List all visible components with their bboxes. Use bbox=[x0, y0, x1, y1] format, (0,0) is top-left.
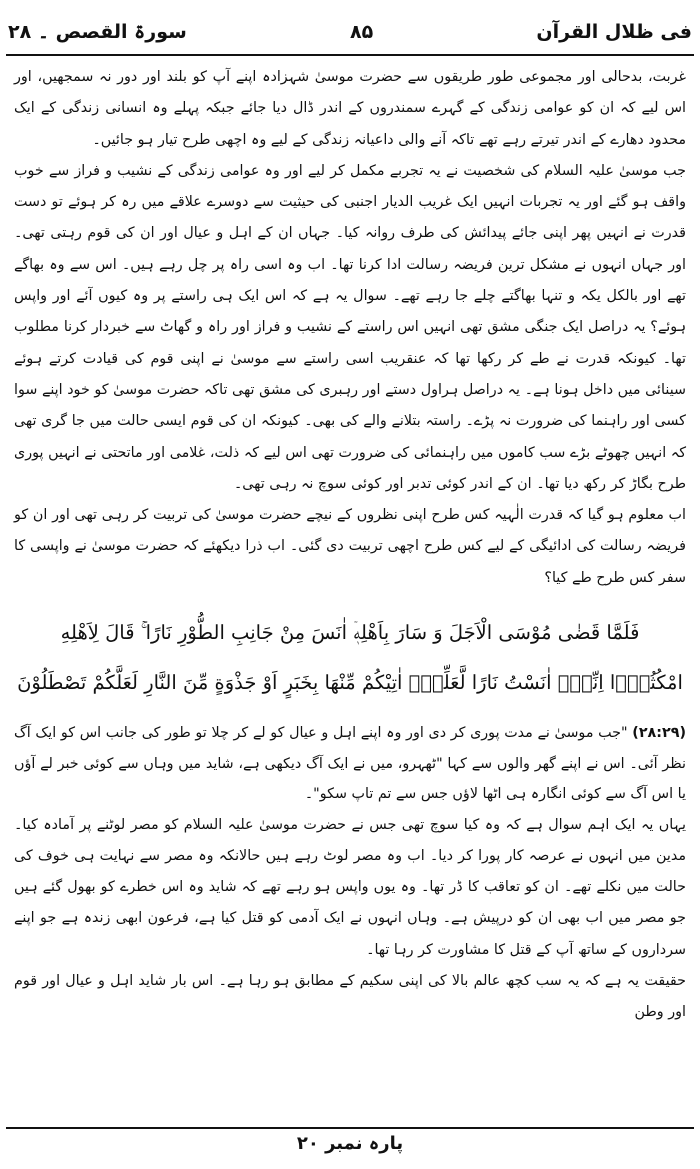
page-body bbox=[14, 62, 686, 1029]
surah-label: سورۃ القصص ۔ ۲۸ bbox=[8, 21, 187, 43]
verse-reference: (۲۸:۲۹) bbox=[632, 725, 686, 742]
book-title: فی ظلال القرآن bbox=[536, 21, 692, 43]
page-header bbox=[8, 12, 692, 52]
paragraph: غربت، بدحالی اور مجموعی طور طریقوں سے حضرت موسیٰ شہزادہ اپنے آپ کو بلند اور دور نہ سمجھیں، اور اس لیے کہ ان کو عوامی زندگی کے گہرے سمندروں کے اندر ڈال دیا جائے جبکہ پہلے وہ انسانی زندگی کے ایک محدود دھارے کے اندر تیرتے رہے تھے تاکہ آنے والی داعیانہ زندگی کے لیے وہ اچھی طرح تیار ہو جائیں۔ bbox=[14, 69, 686, 148]
verse-line: امْكُثُوْۤا اِنِّیْۤ اٰنَسْتُ نَارًا لَّعَلِّیْۤ اٰتِیْكُمْ مِّنْهَا بِخَبَرٍ اَوْ جَذْوَةٍ مِّنَ النَّارِ لَعَلَّكُمْ تَصْطَلُوْنَ bbox=[17, 671, 683, 695]
paragraph: جب موسیٰ علیہ السلام کی شخصیت نے یہ تجربے مکمل کر لیے اور وہ عوامی زندگی کے نشیب و فراز سے خوب واقف ہو گئے اور یہ تجربات انہیں ایک غریب الدیار اجنبی کی حیثیت سے دوسرے علاقے میں رہ کر ہوئے تو دست قدرت نے انہیں پھر اپنی جائے پیدائش کی طرف روانہ کیا۔ جہاں ان کے اہل و عیال اور ان کی قوم رہتی تھی۔ اور جہاں انہوں نے مشکل ترین فریضہ رسالت ادا کرنا تھا۔ اب وہ اسی راہ پر چل رہے ہیں۔ اس سے وہ بھاگے تھے اور بالکل یکہ و تنہا بھاگتے چلے جا رہے تھے۔ سوال یہ ہے کہ اس ایک ہی راستے پر وہ کیوں آئے اور واپس ہوئے؟ یہ دراصل ایک جنگی مشق تھی انہیں اس راستے کے نشیب و فراز اور راہ و گھاٹ سے خبردار کرنا مطلوب تھا۔ کیونکہ قدرت نے طے کر رکھا تھا کہ عنقریب اسی راستے سے موسیٰ نے اپنی قوم کی قیادت کرتے ہوئے سینائی میں داخل ہونا ہے۔ یہ دراصل ہراول دستے اور رہبری کی مشق تھی تاکہ حضرت موسیٰ کو خود اپنے سوا کسی اور راہنما کی ضرورت نہ پڑے۔ راستہ بتلانے والے کی بھی۔ کیونکہ ان کی قوم ایسی حالت میں جا گری تھی کہ انہیں چھوٹے بڑے سب کاموں میں راہنمائی کی ضرورت تھی اس لیے کہ ذلت، غلامی اور ماتحتی نے انہیں پوری طرح بگاڑ کر رکھ دیا تھا۔ ان کے اندر کوئی تدبر اور کوئی سوچ نہ رہی تھی۔ bbox=[14, 162, 686, 492]
quran-verse bbox=[14, 608, 686, 708]
para-number-footer: پارہ نمبر ۲۰ bbox=[296, 1133, 404, 1154]
paragraph: اب معلوم ہو گیا کہ قدرت الٰہیہ کس طرح اپنی نظروں کے نیچے حضرت موسیٰ کی تربیت کر رہی تھی اور ان کو فریضہ رسالت کی ادائیگی کے لیے کس طرح اچھی تربیت دی گئی۔ اب ذرا دیکھئے کہ حضرت موسیٰ نے واپسی کا سفر کس طرح طے کیا؟ bbox=[14, 507, 686, 586]
verse-line: فَلَمَّا قَضٰى مُوْسَى الْاَجَلَ وَ سَارَ بِاَهْلِهٖۤ اٰنَسَ مِنْ جَانِبِ الطُّوْرِ نَارًا ۚ قَالَ لِاَهْلِهِ bbox=[60, 621, 640, 645]
paragraph: یہاں یہ ایک اہم سوال ہے کہ وہ کیا سوچ تھی جس نے حضرت موسیٰ علیہ السلام کو مصر لوٹنے پر آمادہ کیا۔ مدین میں انہوں نے عرصہ کار پورا کر دیا۔ اب وہ مصر لوٹ رہے ہیں حالانکہ وہ مصر سے نہایت ہی خوف کی حالت میں نکلے تھے۔ ان کو تعاقب کا ڈر تھا۔ وہ یوں واپس ہو رہے تھے کہ شاید وہ اس خطرے کو بھول گئے ہیں جو مصر میں اب بھی ان کو درپیش ہے۔ وہاں انہوں نے ایک آدمی کو قتل کیا ہے، فرعون ابھی زندہ ہے جو اپنے سرداروں کے ساتھ آپ کے قتل کا مشاورت کر رہا تھا۔ bbox=[14, 816, 686, 958]
translation-text: "جب موسیٰ نے مدت پوری کر دی اور وہ اپنے اہل و عیال کو لے کر چلا تو طور کی جانب اس کو ایک آگ نظر آئی۔ اس نے اپنے گھر والوں سے کہا "ٹھہرو، میں نے ایک آگ دیکھی ہے، شاید میں وہاں سے کوئی خبر لے آؤں یا اس آگ سے کوئی انگارہ ہی اٹھا لاؤں جس سے تم تاپ سکو"۔ bbox=[14, 725, 686, 803]
verse-translation bbox=[14, 718, 686, 810]
page-number: ۸۵ bbox=[350, 21, 374, 43]
footer-rule bbox=[6, 1127, 694, 1129]
paragraph: حقیقت یہ ہے کہ یہ سب کچھ عالم بالا کی اپنی سکیم کے مطابق ہو رہا ہے۔ اس بار شاید اہل و عیال اور قوم اور وطن bbox=[14, 973, 686, 1021]
header-rule bbox=[6, 54, 694, 56]
